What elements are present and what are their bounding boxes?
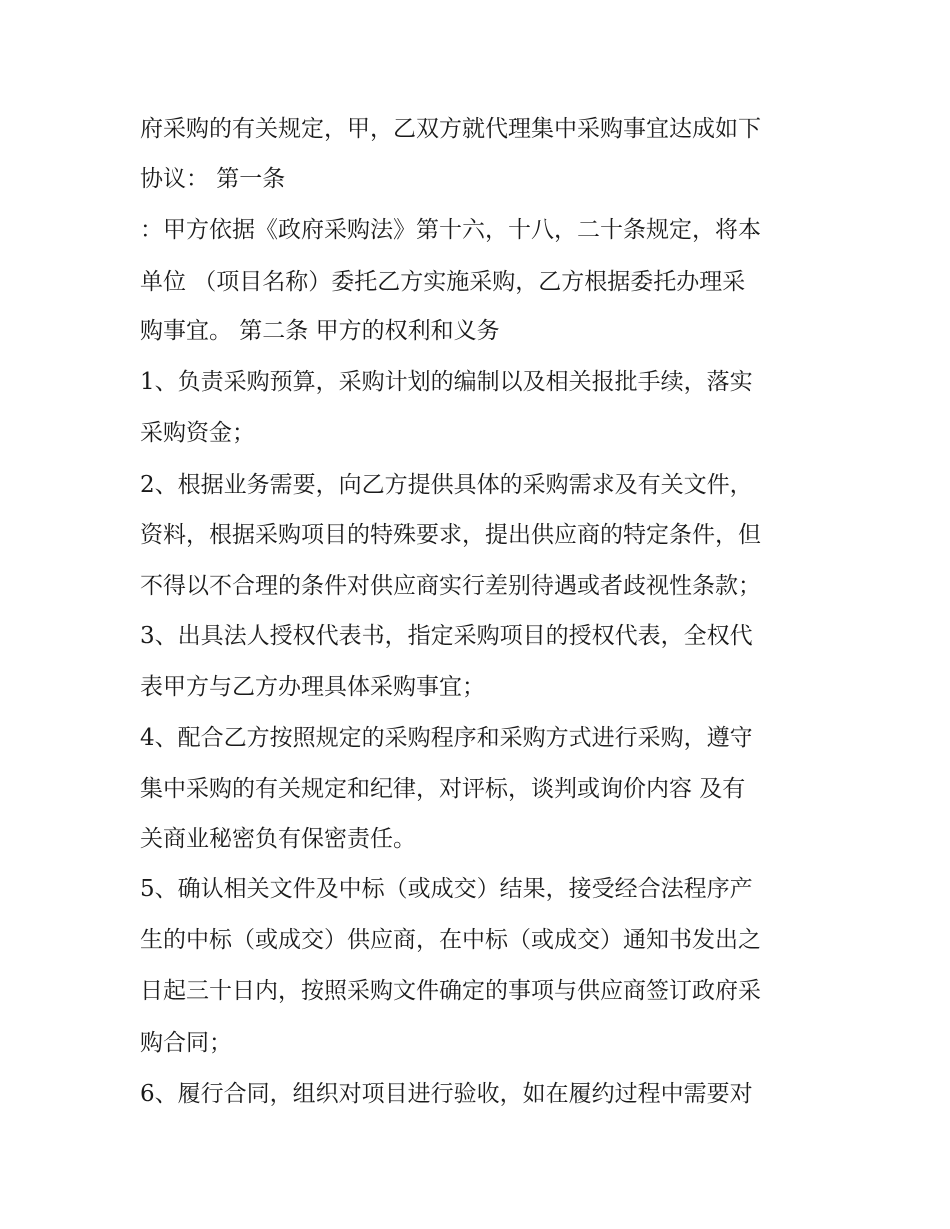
- text-line: ：甲方依据《政府采购法》第十六，十八，二十条规定，将本: [140, 217, 761, 243]
- text-line: 关商业秘密负有保密责任。: [140, 826, 416, 852]
- text-line: 购事宜。 第二条 甲方的权利和义务: [140, 318, 500, 344]
- text-line: 4、配合乙方按照规定的采购程序和采购方式进行采购，遵守: [140, 725, 753, 751]
- text-line: 资料，根据采购项目的特殊要求，提出供应商的特定条件，但: [140, 522, 761, 548]
- text-line: 购合同；: [140, 1030, 232, 1056]
- text-line: 集中采购的有关规定和纪律，对评标，谈判或询价内容 及有: [140, 776, 746, 802]
- text-line: 采购资金；: [140, 420, 255, 446]
- text-line: 5、确认相关文件及中标（或成交）结果，接受经合法程序产: [140, 876, 753, 902]
- text-line: 府采购的有关规定，甲，乙双方就代理集中采购事宜达成如下: [140, 116, 761, 142]
- text-line: 单位 （项目名称）委托乙方实施采购，乙方根据委托办理采: [140, 269, 746, 295]
- text-line: 生的中标（或成交）供应商，在中标（或成交）通知书发出之: [140, 927, 761, 953]
- text-line: 表甲方与乙方办理具体采购事宜；: [140, 674, 485, 700]
- text-line: 2、根据业务需要，向乙方提供具体的采购需求及有关文件，: [140, 472, 753, 498]
- text-line: 3、出具法人授权代表书，指定采购项目的授权代表，全权代: [140, 623, 753, 649]
- text-line: 不得以不合理的条件对供应商实行差别待遇或者歧视性条款；: [140, 573, 761, 599]
- text-line: 6、履行合同，组织对项目进行验收，如在履约过程中需要对: [140, 1081, 753, 1107]
- text-line: 日起三十日内，按照采购文件确定的事项与供应商签订政府采: [140, 978, 761, 1004]
- text-line: 1、负责采购预算，采购计划的编制以及相关报批手续，落实: [140, 369, 753, 395]
- text-line: 协议： 第一条: [140, 166, 286, 192]
